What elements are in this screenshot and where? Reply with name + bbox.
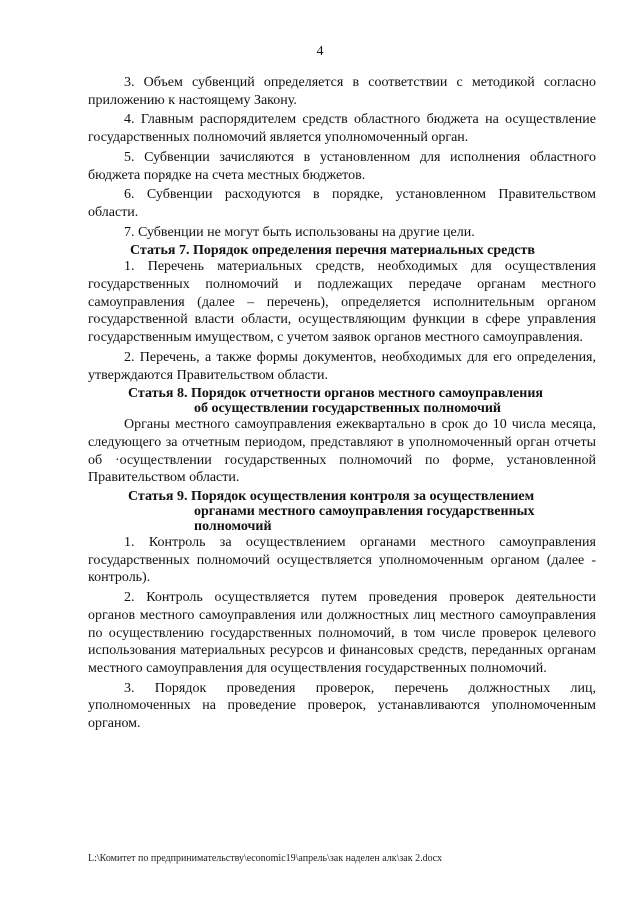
article-9-title-line-1: Статья 9. Порядок осуществления контроля за осуществлением bbox=[128, 489, 535, 505]
footer-file-path: L:\Комитет по предпринимательству\economic19\апрель\зак наделен алк\зак 2.docx bbox=[88, 853, 443, 864]
article-7-title: Статья 7. Порядок определения перечня материальных средств bbox=[130, 243, 535, 259]
document-body bbox=[88, 74, 596, 735]
article-8-title-line-1: Статья 8. Порядок отчетности органов местного самоуправления bbox=[128, 386, 543, 402]
paragraph: 2. Перечень, а также формы документов, необходимых для его определения, утверждаются Правительством области. bbox=[88, 349, 596, 383]
paragraph: 4. Главным распорядителем средств областного бюджета на осуществление государственных полномочий является уполномоченный орган. bbox=[88, 112, 596, 146]
paragraph: 3. Порядок проведения проверок, перечень должностных лиц, уполномоченных на проведение проверок, устанавливаются уполномоченным органом. bbox=[88, 680, 596, 732]
article-9-title-line-2: органами местного самоуправления государственных bbox=[194, 504, 535, 520]
paragraph: 7. Субвенции не могут быть использованы на другие цели. bbox=[124, 224, 475, 240]
article-7-heading bbox=[88, 243, 596, 258]
page-number: 4 bbox=[316, 44, 324, 59]
article-9-title-line-3: полномочий bbox=[194, 519, 272, 535]
paragraph: Органы местного самоуправления ежеквартально в срок до 10 числа месяца, следующего за отчетным периодом, представляют в уполномоченный орган отчеты об ·осуществлении государственных полномочий по форме, установленной Правительством области. bbox=[88, 417, 596, 486]
paragraph: 5. Субвенции зачисляются в установленном для исполнения областного бюджета порядке на счета местных бюджетов. bbox=[88, 149, 596, 183]
paragraph: 2. Контроль осуществляется путем проведения проверок деятельности органов местного самоуправления или должностных лиц местного самоуправления по осуществлению государственных полномочий, в том числе проверок целевого использования материальных ресурсов и финансовых средств, переданных органам местного самоуправления для осуществления государственных полномочий. bbox=[88, 590, 596, 676]
article-8-heading bbox=[88, 386, 596, 416]
article-8-title-line-2: об осуществлении государственных полномочий bbox=[194, 401, 501, 417]
paragraph: 3. Объем субвенций определяется в соответствии с методикой согласно приложению к настоящему Закону. bbox=[88, 75, 596, 108]
paragraph: 1. Перечень материальных средств, необходимых для осуществления государственных полномочий и подлежащих передаче органам местного самоуправления (далее – перечень), определяется исполнительным органом государственной власти области, осуществляющим функции в сфере управления государственным имуществом, с учетом заявок органов местного самоуправления. bbox=[88, 259, 596, 346]
paragraph: 1. Контроль за осуществлением органами местного самоуправления государственных полномочий осуществляется уполномоченным органом (далее - контроль). bbox=[88, 535, 596, 586]
article-9-heading bbox=[88, 489, 596, 534]
paragraph: 6. Субвенции расходуются в порядке, установленном Правительством области. bbox=[88, 187, 596, 220]
